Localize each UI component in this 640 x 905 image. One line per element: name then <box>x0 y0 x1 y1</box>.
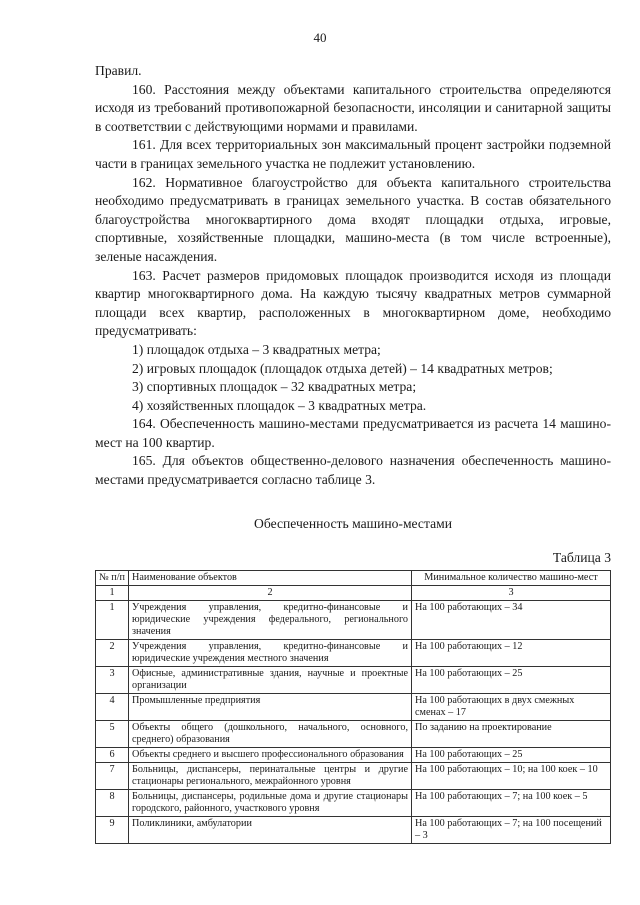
object-name-cell: Поликлиники, амбулатории <box>129 816 412 843</box>
table-row <box>96 747 611 762</box>
object-name-cell: Объекты общего (дошкольного, начального, основного, среднего) образования <box>129 720 412 747</box>
object-name-cell: Офисные, административные здания, научные и проектные организации <box>129 666 412 693</box>
parking-value-cell: На 100 работающих – 34 <box>412 600 611 639</box>
list-item: 3) спортивных площадок – 32 квадратных метра; <box>132 379 417 395</box>
parking-value-cell: На 100 работающих – 12 <box>412 639 611 666</box>
row-number-cell: 9 <box>96 816 129 843</box>
parking-value-cell: На 100 работающих – 25 <box>412 747 611 762</box>
paragraph: Правил. <box>95 63 142 78</box>
table-row <box>96 639 611 666</box>
row-number-cell: 2 <box>96 639 129 666</box>
paragraph: 165. Для объектов общественно-делового назначения обеспеченность машино-местами предусматривается согласно таблице 3. <box>95 453 611 488</box>
table-row <box>96 762 611 789</box>
object-name-cell: Больницы, диспансеры, родильные дома и другие стационары городского, районного, участкового уровня <box>129 789 412 816</box>
table-row <box>96 816 611 843</box>
object-name-cell: Объекты среднего и высшего профессионального образования <box>129 747 412 762</box>
column-number-2: 2 <box>129 585 412 600</box>
column-number-1: 1 <box>96 585 129 600</box>
object-name-cell: Учреждения управления, кредитно-финансовые и юридические учреждения местного значения <box>129 639 412 666</box>
paragraph: 161. Для всех территориальных зон максимальный процент застройки подземной части в границах земельного участка не подлежит установлению. <box>95 137 611 171</box>
parking-value-cell: На 100 работающих – 7; на 100 коек – 5 <box>412 789 611 816</box>
table-row <box>96 789 611 816</box>
parking-value-cell: На 100 работающих – 25 <box>412 666 611 693</box>
table-heading: Обеспеченность машино-местами <box>254 515 452 531</box>
row-number-cell: 3 <box>96 666 129 693</box>
table-row <box>96 600 611 639</box>
row-number-cell: 4 <box>96 693 129 720</box>
parking-value-cell: На 100 работающих – 10; на 100 коек – 10 <box>412 762 611 789</box>
paragraph: 164. Обеспеченность машино-местами предусматривается из расчета 14 машино-мест на 100 квартир. <box>95 416 611 450</box>
paragraph: 162. Нормативное благоустройство для объекта капитального строительства необходимо предусматривать в границах земельного участка. В состав обязательного благоустройства многоквартирного дома входят площадки отдыха, игровые, спортивные, хозяйственные площадки, машино-места (в том числе встроенные), зеленые насаждения. <box>95 174 611 264</box>
object-name-cell: Больницы, диспансеры, перинатальные центры и другие стационары регионального, межрайонного уровня <box>129 762 412 789</box>
table-header-row <box>96 570 611 585</box>
parking-value-cell: По заданию на проектирование <box>412 720 611 747</box>
row-number-cell: 5 <box>96 720 129 747</box>
header-object-name: Наименование объектов <box>129 570 412 585</box>
row-number-cell: 7 <box>96 762 129 789</box>
table-row <box>96 720 611 747</box>
page-number: 40 <box>313 30 327 45</box>
parking-value-cell: На 100 работающих в двух смежных сменах – 17 <box>412 693 611 720</box>
area-requirements-list <box>95 341 611 415</box>
list-item: 2) игровых площадок (площадок отдыха детей) – 14 квадратных метров; <box>132 360 553 376</box>
paragraphs-section <box>95 62 611 341</box>
paragraph: 160. Расстояния между объектами капитального строительства определяются исходя из требований противопожарной безопасности, инсоляции и санитарной защиты в соответствии с действующими нормами и правилами. <box>95 81 611 134</box>
table-row <box>96 693 611 720</box>
document-body <box>95 62 611 844</box>
table-column-numbers-row <box>96 585 611 600</box>
list-item: 1) площадок отдыха – 3 квадратных метра; <box>132 341 381 357</box>
parking-requirements-table <box>95 570 611 844</box>
column-number-3: 3 <box>412 585 611 600</box>
parking-value-cell: На 100 работающих – 7; на 100 посещений – 3 <box>412 816 611 843</box>
object-name-cell: Учреждения управления, кредитно-финансовые и юридические учреждения федерального, регионального значения <box>129 600 412 639</box>
row-number-cell: 1 <box>96 600 129 639</box>
paragraphs-after-section <box>95 415 611 489</box>
object-name-cell: Промышленные предприятия <box>129 693 412 720</box>
row-number-cell: 6 <box>96 747 129 762</box>
list-item: 4) хозяйственных площадок – 3 квадратных метра. <box>132 397 427 413</box>
header-min-parking: Минимальное количество машино-мест <box>412 570 611 585</box>
table-row <box>96 666 611 693</box>
header-number: № п/п <box>96 570 129 585</box>
paragraph: 163. Расчет размеров придомовых площадок производится исходя из площади квартир многоквартирного дома. На каждую тысячу квадратных метров суммарной площади всех квартир, расположенных в многоквартирном доме, необходимо предусматривать: <box>95 267 611 339</box>
row-number-cell: 8 <box>96 789 129 816</box>
table-label: Таблица 3 <box>552 550 611 566</box>
